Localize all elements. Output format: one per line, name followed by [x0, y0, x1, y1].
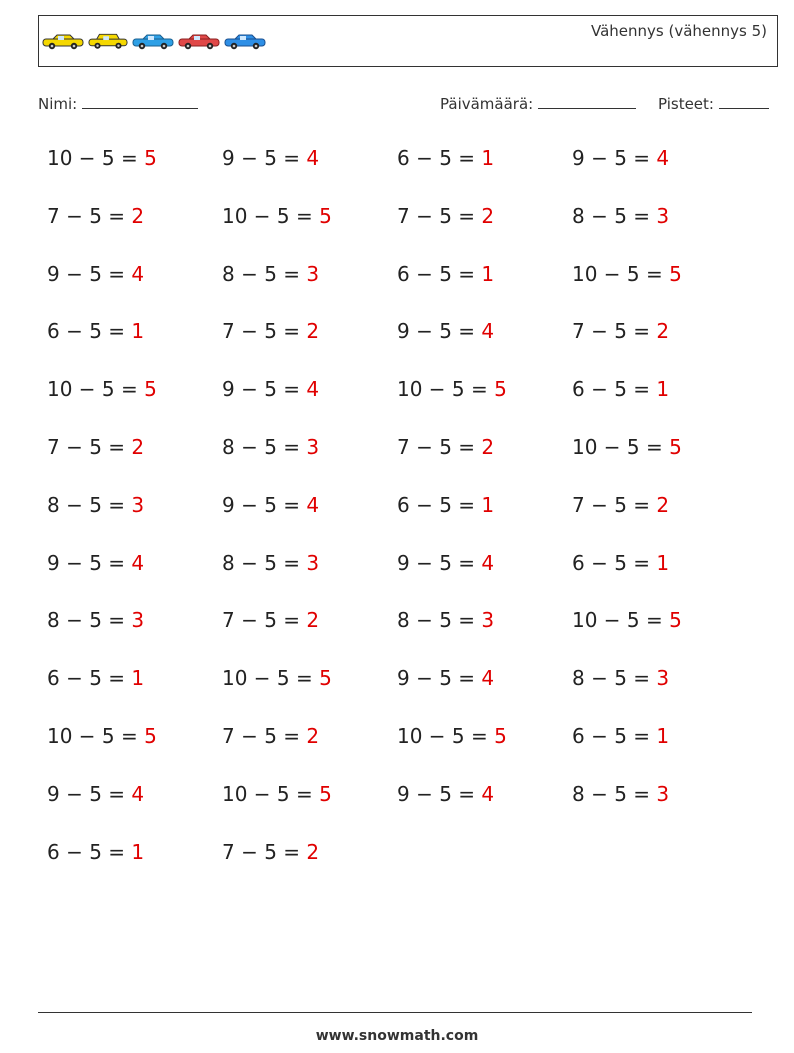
problem-answer: 3: [131, 492, 145, 517]
problem-item: [222, 204, 397, 228]
problem-item: [222, 377, 397, 401]
problem-item: [572, 319, 747, 343]
problem-item: [222, 146, 397, 170]
problem-expression: 10 − 5 =: [47, 146, 145, 170]
score-label: Pisteet:: [658, 95, 714, 113]
problem-expression: 10 − 5 =: [397, 723, 495, 748]
date-blank-line[interactable]: [538, 94, 636, 109]
problem-answer: 3: [131, 608, 145, 633]
problem-answer: 3: [306, 261, 320, 286]
problem-answer: 2: [306, 608, 320, 633]
problem-item: [47, 666, 222, 690]
problem-expression: 9 − 5 =: [397, 781, 482, 806]
problem-item: [222, 666, 397, 690]
problem-item: [47, 608, 222, 632]
problem-item: [572, 204, 747, 228]
problem-item: [222, 493, 397, 517]
car-icons-row: [42, 32, 266, 50]
student-info-row: [38, 94, 770, 114]
problem-item: [572, 551, 747, 575]
problem-item: [572, 608, 747, 632]
blue-compact-car-icon: [224, 32, 266, 50]
worksheet-header: [38, 15, 778, 67]
problem-answer: 1: [131, 666, 145, 691]
problem-row: [47, 435, 747, 493]
problem-item: [397, 146, 572, 170]
problem-item: [397, 724, 572, 748]
problem-expression: 9 − 5 =: [47, 550, 132, 575]
problem-item: [47, 724, 222, 748]
problem-expression: 10 − 5 =: [222, 666, 320, 691]
problem-row: [47, 377, 747, 435]
problem-item: [222, 782, 397, 806]
problem-answer: 4: [131, 781, 145, 806]
problem-item: [397, 782, 572, 806]
problem-row: [47, 262, 747, 320]
problem-answer: 1: [131, 319, 145, 344]
problem-item: [47, 262, 222, 286]
problem-row: [47, 724, 747, 782]
problem-expression: 7 − 5 =: [222, 608, 307, 633]
problem-expression: 6 − 5 =: [47, 839, 132, 864]
score-field: [658, 94, 769, 113]
problem-item: [222, 435, 397, 459]
problem-expression: 8 − 5 =: [222, 550, 307, 575]
problem-answer: 4: [306, 377, 320, 402]
problem-item: [222, 724, 397, 748]
problem-answer: 1: [656, 550, 670, 575]
problem-grid: [47, 146, 747, 897]
problem-expression: 6 − 5 =: [397, 146, 482, 170]
problem-item: [572, 435, 747, 459]
problem-expression: 6 − 5 =: [397, 492, 482, 517]
problem-answer: 2: [306, 319, 320, 344]
problem-expression: 7 − 5 =: [222, 319, 307, 344]
problem-row: [47, 204, 747, 262]
problem-expression: 9 − 5 =: [397, 550, 482, 575]
problem-item: [572, 377, 747, 401]
problem-item: [572, 782, 747, 806]
problem-expression: 6 − 5 =: [572, 377, 657, 402]
problem-item: [47, 319, 222, 343]
problem-expression: 9 − 5 =: [222, 146, 307, 170]
problem-expression: 10 − 5 =: [397, 377, 495, 402]
problem-answer: 2: [306, 723, 320, 748]
problem-expression: 10 − 5 =: [572, 608, 670, 633]
problem-expression: 7 − 5 =: [222, 839, 307, 864]
blue-sedan-car-icon: [132, 32, 174, 50]
problem-item: [397, 493, 572, 517]
problem-answer: 5: [144, 723, 157, 748]
problem-item: [47, 551, 222, 575]
problem-expression: 7 − 5 =: [572, 319, 657, 344]
problem-answer: 3: [656, 203, 670, 228]
problem-item: [572, 146, 747, 170]
problem-answer: 2: [306, 839, 320, 864]
footer-divider: [38, 1012, 752, 1013]
problem-expression: 7 − 5 =: [47, 203, 132, 228]
problem-expression: 7 − 5 =: [222, 723, 307, 748]
problem-answer: 3: [656, 666, 670, 691]
problem-expression: 8 − 5 =: [397, 608, 482, 633]
problem-row: [47, 319, 747, 377]
yellow-hatchback-car-icon: [88, 32, 128, 50]
yellow-taxi-car-icon: [42, 32, 84, 50]
worksheet-title: Vähennys (vähennys 5): [590, 22, 767, 40]
problem-item: [397, 204, 572, 228]
problem-answer: 2: [656, 492, 670, 517]
problem-answer: 1: [481, 261, 495, 286]
problem-item: [572, 262, 747, 286]
problem-answer: 5: [319, 781, 332, 806]
problem-answer: 2: [131, 203, 145, 228]
problem-item: [222, 262, 397, 286]
name-label: Nimi:: [38, 95, 78, 113]
problem-answer: 5: [669, 608, 682, 633]
problem-expression: 8 − 5 =: [572, 666, 657, 691]
problem-expression: 7 − 5 =: [397, 434, 482, 459]
problem-expression: 9 − 5 =: [397, 319, 482, 344]
problem-item: [397, 319, 572, 343]
problem-row: [47, 782, 747, 840]
problem-answer: 3: [306, 550, 320, 575]
problem-expression: 9 − 5 =: [572, 146, 657, 170]
problem-expression: 10 − 5 =: [222, 781, 320, 806]
problem-answer: 1: [481, 492, 495, 517]
problem-expression: 10 − 5 =: [222, 203, 320, 228]
problem-expression: 9 − 5 =: [222, 492, 307, 517]
problem-expression: 6 − 5 =: [47, 319, 132, 344]
name-field: [38, 94, 198, 113]
problem-item: [397, 608, 572, 632]
problem-item: [47, 377, 222, 401]
problem-answer: 1: [656, 377, 670, 402]
problem-answer: 4: [131, 550, 145, 575]
problem-item: [47, 840, 222, 864]
problem-answer: 4: [656, 146, 670, 170]
problem-item: [572, 493, 747, 517]
problem-answer: 5: [319, 666, 332, 691]
problem-expression: 8 − 5 =: [572, 203, 657, 228]
problem-answer: 5: [494, 377, 507, 402]
problem-expression: 10 − 5 =: [47, 377, 145, 402]
problem-item: [222, 840, 397, 864]
problem-answer: 5: [494, 723, 507, 748]
problem-answer: 1: [656, 723, 670, 748]
problem-answer: 5: [669, 261, 682, 286]
problem-item: [47, 204, 222, 228]
problem-answer: 2: [481, 203, 495, 228]
problem-expression: 10 − 5 =: [572, 434, 670, 459]
problem-item: [47, 146, 222, 170]
problem-answer: 4: [306, 146, 320, 170]
problem-item: [397, 377, 572, 401]
problem-answer: 4: [481, 550, 495, 575]
red-sports-car-icon: [178, 32, 220, 50]
problem-answer: 1: [481, 146, 495, 170]
problem-row: [47, 493, 747, 551]
problem-expression: 8 − 5 =: [222, 261, 307, 286]
problem-expression: 9 − 5 =: [47, 781, 132, 806]
problem-row: [47, 146, 747, 204]
name-blank-line[interactable]: [82, 94, 198, 109]
problem-expression: 10 − 5 =: [572, 261, 670, 286]
problem-item: [222, 319, 397, 343]
problem-answer: 5: [669, 434, 682, 459]
score-blank-line[interactable]: [719, 94, 769, 109]
problem-answer: 2: [481, 434, 495, 459]
problem-expression: 6 − 5 =: [47, 666, 132, 691]
problem-answer: 4: [481, 319, 495, 344]
problem-item: [397, 666, 572, 690]
problem-expression: 9 − 5 =: [397, 666, 482, 691]
problem-row: [47, 608, 747, 666]
problem-answer: 2: [656, 319, 670, 344]
date-field: [440, 94, 636, 113]
problem-answer: 4: [481, 666, 495, 691]
problem-expression: 6 − 5 =: [572, 723, 657, 748]
problem-answer: 3: [306, 434, 320, 459]
problem-answer: 5: [144, 146, 157, 170]
problem-answer: 3: [656, 781, 670, 806]
problem-expression: 6 − 5 =: [572, 550, 657, 575]
problem-item: [47, 435, 222, 459]
problem-expression: 9 − 5 =: [47, 261, 132, 286]
problem-answer: 4: [131, 261, 145, 286]
problem-expression: 6 − 5 =: [397, 261, 482, 286]
problem-answer: 4: [481, 781, 495, 806]
problem-row: [47, 840, 747, 898]
problem-item: [397, 435, 572, 459]
date-label: Päivämäärä:: [440, 95, 534, 113]
problem-item: [572, 666, 747, 690]
problem-item: [222, 551, 397, 575]
problem-answer: 5: [319, 203, 332, 228]
problem-item: [47, 493, 222, 517]
problem-expression: 7 − 5 =: [572, 492, 657, 517]
problem-expression: 7 − 5 =: [397, 203, 482, 228]
problem-expression: 8 − 5 =: [572, 781, 657, 806]
problem-answer: 3: [481, 608, 495, 633]
problem-expression: 8 − 5 =: [47, 608, 132, 633]
problem-item: [572, 724, 747, 748]
problem-item: [397, 262, 572, 286]
problem-answer: 4: [306, 492, 320, 517]
problem-answer: 1: [131, 839, 145, 864]
problem-expression: 10 − 5 =: [47, 723, 145, 748]
problem-expression: 9 − 5 =: [222, 377, 307, 402]
problem-row: [47, 666, 747, 724]
problem-expression: 8 − 5 =: [47, 492, 132, 517]
problem-row: [47, 551, 747, 609]
problem-expression: 8 − 5 =: [222, 434, 307, 459]
problem-expression: 7 − 5 =: [47, 434, 132, 459]
problem-item: [47, 782, 222, 806]
problem-answer: 2: [131, 434, 145, 459]
problem-item: [222, 608, 397, 632]
problem-answer: 5: [144, 377, 157, 402]
problem-item: [397, 551, 572, 575]
footer-url: www.snowmath.com: [315, 1028, 479, 1044]
